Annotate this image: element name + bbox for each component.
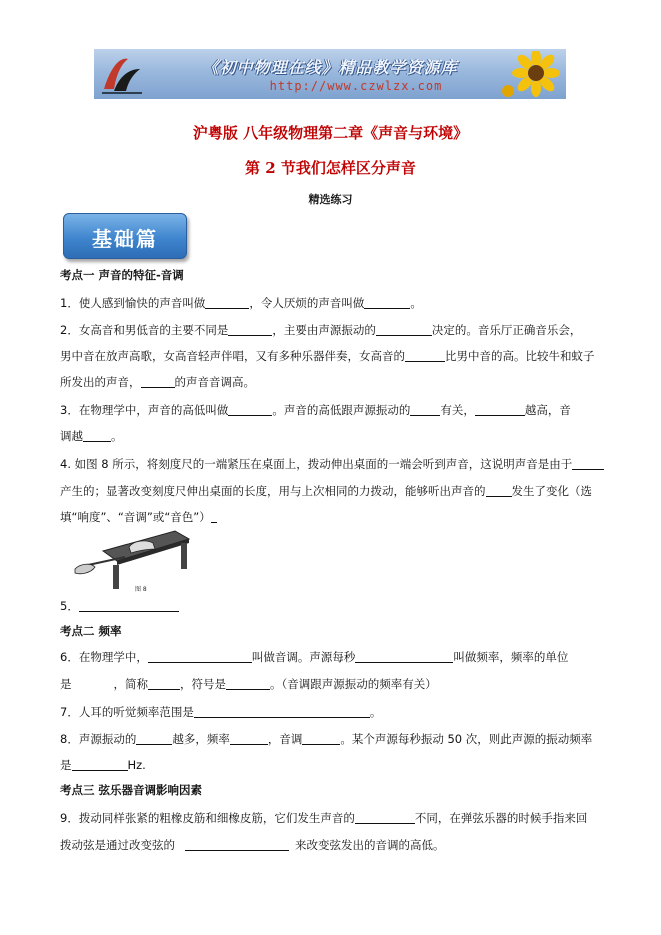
blank[interactable] (364, 296, 410, 309)
blank[interactable] (410, 403, 440, 416)
blank[interactable] (486, 484, 512, 497)
blank[interactable] (72, 758, 128, 771)
banner-title: 《初中物理在线》精品教学资源库 (202, 58, 458, 77)
blank[interactable] (226, 677, 270, 690)
question-4-line-3: 填“响度”、“音调”或“音色”） (60, 509, 217, 525)
blank[interactable] (211, 510, 217, 523)
question-3-line-2: 调越 。 (60, 429, 123, 443)
question-4-line-2: 产生的；显著改变刻度尺伸出桌面的长度，用与上次相同的力拨动，能够听出声音的 发生了变化（选 (60, 484, 592, 498)
question-1: 1．使人感到愉快的声音叫做 ，令人厌烦的声音叫做 。 (60, 296, 422, 310)
question-4-line-1: 4. 如图 8 所示，将刻度尺的一端紧压在桌面上，拨动伸出桌面的一端会听到声音，这说明声音是由于 (60, 456, 604, 472)
section-badge-label: 基础篇 (92, 227, 158, 251)
blank[interactable] (376, 323, 432, 336)
question-2-line-2: 男中音在放声高歌，女高音轻声伴唱，又有多种乐器伴奏，女高音的 比男中音的高。比较牛和蚊子 (60, 349, 595, 363)
blank[interactable] (194, 705, 370, 718)
blank[interactable] (387, 650, 453, 663)
question-6-line-2: 是 ，简称 ，符号是 。（音调跟声源振动的频率有关） (60, 677, 437, 691)
kaodian-1-heading: 考点一 声音的特征-音调 (60, 268, 184, 282)
ruler-on-desk-figure (73, 529, 191, 595)
blank[interactable] (205, 296, 249, 309)
blank[interactable] (405, 349, 445, 362)
question-8-line-1: 8．声源振动的 越多，频率 ，音调 。某个声源每秒振动 50 次，则此声源的振动频率 (60, 732, 593, 746)
blank[interactable] (302, 732, 340, 745)
question-5: 5． (60, 598, 179, 614)
swoosh-logo-icon (98, 53, 144, 97)
question-2-line-3: 所发出的声音， 的声音音调高。 (60, 375, 255, 389)
blank[interactable] (148, 650, 252, 663)
document-title: 沪粤版 八年级物理第二章《声音与环境》 (192, 124, 469, 142)
blank[interactable] (230, 732, 268, 745)
blank[interactable] (355, 811, 415, 824)
figure-label: 图 8 (135, 586, 147, 593)
site-banner (94, 49, 566, 99)
question-3-line-1: 3．在物理学中，声音的高低叫做 。声音的高低跟声源振动的 有关， 越高，音 (60, 403, 571, 417)
question-9-line-2: 拨动弦是通过改变弦的 来改变弦发出的音调的高低。 (60, 838, 445, 852)
blank[interactable] (475, 403, 525, 416)
blank[interactable] (141, 375, 175, 388)
blank[interactable] (148, 677, 180, 690)
question-6-line-1: 6．在物理学中， 叫做音调。声源每秒 叫做频率，频率的单位 (60, 650, 569, 664)
blank[interactable] (79, 599, 179, 612)
section-badge (63, 213, 187, 259)
question-7: 7．人耳的听觉频率范围是 。 (60, 705, 382, 719)
question-2-line-1: 2．女高音和男低音的主要不同是 ，主要由声源振动的 决定的。音乐厅正确音乐会， (60, 323, 582, 337)
question-8-line-2: 是 Hz. (60, 758, 146, 772)
blank[interactable] (136, 732, 172, 745)
kaodian-2-heading: 考点二 频率 (60, 624, 122, 638)
blank[interactable] (228, 403, 272, 416)
kaodian-3-heading: 考点三 弦乐器音调影响因素 (60, 783, 203, 797)
blank[interactable] (185, 838, 289, 851)
blank[interactable] (572, 457, 604, 470)
sunflower-icon (502, 51, 566, 99)
blank[interactable] (355, 650, 387, 663)
section-title: 第 2 节我们怎样区分声音 (245, 159, 416, 177)
exercise-label: 精选练习 (308, 193, 353, 206)
question-9-line-1: 9．拨动同样张紧的粗橡皮筋和细橡皮筋，它们发生声音的 不同，在弹弦乐器的时候手指来回 (60, 811, 588, 825)
banner-url[interactable]: http://www.czwlzx.com (269, 79, 443, 93)
blank[interactable] (228, 323, 272, 336)
blank[interactable] (83, 429, 111, 442)
